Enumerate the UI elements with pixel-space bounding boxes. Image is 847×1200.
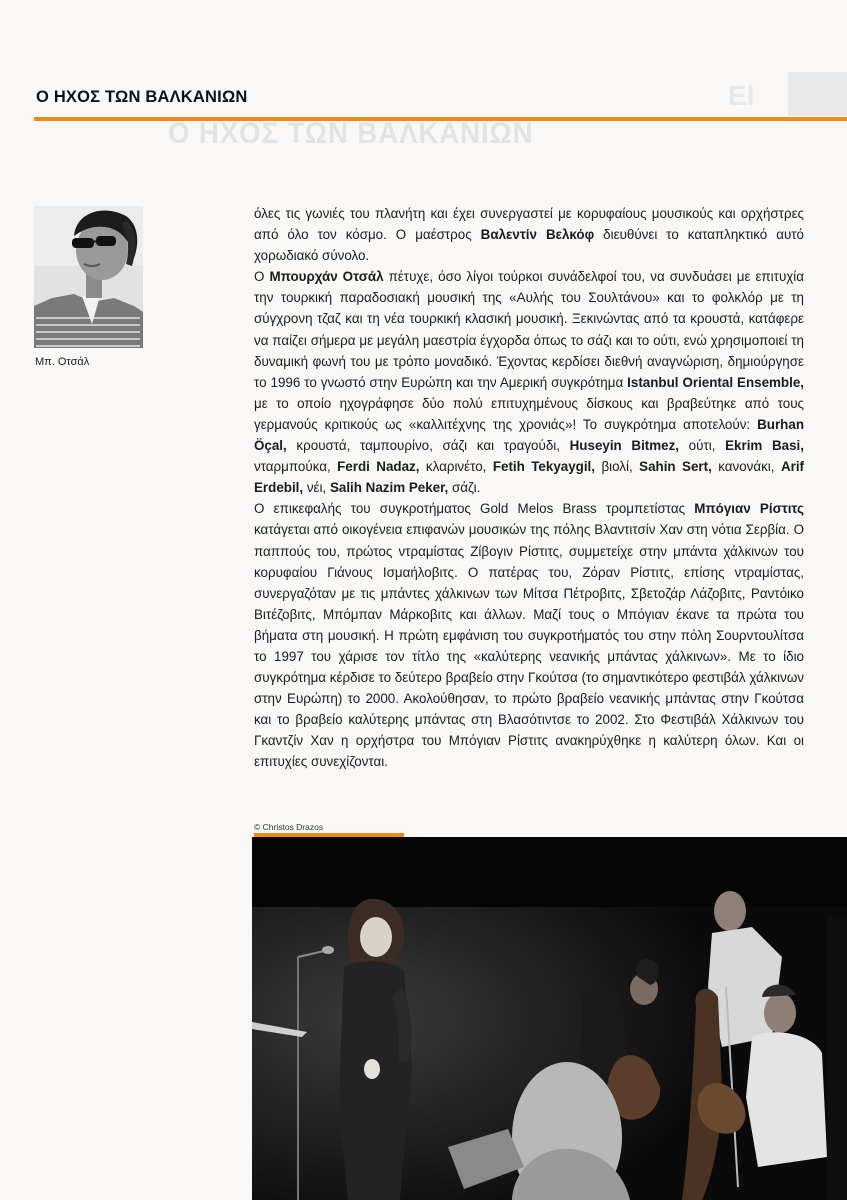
- text-run: κρουστά, ταμπουρίνο, σάζι και τραγούδι,: [286, 438, 570, 454]
- portrait-caption: Μπ. Οτσάλ: [35, 356, 90, 368]
- text-run: κλαρινέτο,: [419, 459, 493, 475]
- concert-photo: [252, 837, 847, 1200]
- bold-name: Ferdi Nadaz,: [337, 459, 420, 475]
- text-run: σάζι.: [448, 480, 481, 496]
- text-run: διευθύνει το καταπληκτικό αυτό χορωδιακό σύνολο.: [254, 227, 804, 264]
- paragraph: [254, 266, 804, 498]
- bold-name: Βαλεντίν Βελκόφ: [480, 227, 595, 243]
- portrait-illustration: [34, 206, 143, 348]
- portrait-photo: [34, 206, 143, 348]
- ghost-title: Ο ΗΧΟΣ ΤΩΝ ΒΑΛΚΑΝΙΩΝ: [168, 117, 534, 150]
- text-run: πέτυχε, όσο λίγοι τούρκοι συνάδελφοί του, να συνδυάσει με επιτυχία την τουρκική παραδοσιακή μουσική της «Αυλής του Σουλτάνου» και το φολκλόρ με τη σύγχρονη τζαζ και τη νέα τουρκική κλασική μουσική. Ξεκινώντας από τα κρουστά, κατάφερε να παίζει σήμερα με μεγάλη μαεστρία έγχορδα όπως το σάζι και το ούτι, ενώ χρησιμοποιεί τη δυναμική φωνή του με τρόπο μοναδικό. Έχοντας κερδίσει διεθνή αναγνώριση, δημιούργησε το 1996 το γνωστό στην Ευρώπη και την Αμερική συγκρότημα: [254, 269, 805, 390]
- text-run: με το οποίο ηχογράφησε δύο πολύ επιτυχημένους δίσκους και βραβεύτηκε από τους γερμανούς κριτικούς ως «καλλιτέχνης της χρονιάς»! Το συγκρότημα αποτελούν:: [254, 395, 804, 432]
- text-run: νέι,: [303, 480, 330, 496]
- text-run: Ο επικεφαλής του συγκροτήματος Gold Melos Brass τρομπετίστας: [254, 501, 695, 517]
- bold-name: Fetih Tekyaygil,: [492, 459, 595, 475]
- bold-name: Μπουρχάν Οτσάλ: [269, 269, 384, 285]
- text-run: κατάγεται από οικογένεια επιφανών μουσικών της πόλης Βλαντιτσίν Χαν στη νότια Σερβία. Ο παππούς του, πρώτος ντραμίστας Ζίβογιν Ρίστιτς, συμμετείχε στην μπάντα χάλκινων του κορυφαίου Γιάνους Ισμαήλοβιτς. Ο πατέρας του, Ζόραν Ρίστιτς, επίσης ντραμίστας, συνεργαζόταν με τις μπάντες χάλκινων των Μίτσα Πέτροβιτς, Σβετοζάρ Λάζοβιτς, Ραντόικο Βιτέζοβιτς, Μπόμπαν Μάρκοβιτς και άλλων. Μαζί τους ο Μπόγιαν έκανε τα πρώτα του βήματα στη μουσική. Η πρώτη εμφάνιση του συγκροτήματός του στην πόλη Σουρντουλίτσα το 1997 του χάρισε τον τίτλο της «καλύτερης νεανικής μπάντας χάλκινων». Με το ίδιο συγκρότημα κέρδισε το δεύτερο βραβείο στην Γκούτσα (το σημαντικότερο φεστιβάλ χάλκινων στην Ευρώπη) το 2000. Ακολούθησαν, το πρώτο βραβείο νεανικής μπάντας στην Γκούτσα και το βραβείο καλύτερης μπάντας στη Βλασότιντσε το 2002. Στο Φεστιβάλ Χάλκινων του Γκαντζίν Χαν η ορχήστρα του Μπόγιαν Ρίστιτς ανακηρύχθηκε η καλύτερη όλων. Και οι επιτυχίες συνεχίζονται.: [254, 522, 804, 770]
- paragraph: [254, 203, 804, 266]
- text-run: νταρμπούκα,: [254, 459, 338, 475]
- bold-name: Istanbul Oriental Ensemble,: [627, 374, 804, 390]
- text-run: βιολί,: [595, 459, 640, 475]
- bold-name: Huseyin Bitmez,: [569, 438, 680, 454]
- bold-name: Μπόγιαν Ρίστιτς: [694, 501, 804, 517]
- bold-name: Salih Nazim Peker,: [329, 480, 449, 496]
- bold-name: Sahin Sert,: [639, 459, 712, 475]
- ghost-corner-block: [788, 72, 847, 116]
- ghost-corner-text: El: [728, 80, 755, 111]
- photo-credit: © Christos Drazos: [254, 822, 324, 832]
- text-run: Ο: [254, 269, 270, 285]
- bold-name: Burhan Öçal,: [254, 416, 804, 454]
- bold-name: Arif Erdebil,: [254, 459, 804, 496]
- article-body: [254, 203, 804, 773]
- bold-name: Ekrim Basi,: [725, 438, 804, 454]
- page-title: Ο ΗΧΟΣ ΤΩΝ ΒΑΛΚΑΝΙΩΝ: [36, 88, 248, 106]
- text-run: κανονάκι,: [711, 459, 781, 475]
- paragraph: [254, 498, 804, 772]
- concert-illustration: [252, 837, 847, 1200]
- text-run: ούτι,: [679, 438, 726, 454]
- text-run: όλες τις γωνιές του πλανήτη και έχει συνεργαστεί με κορυφαίους μουσικούς και ορχήστρες από όλο τον κόσμο. Ο μαέστρος: [254, 206, 804, 243]
